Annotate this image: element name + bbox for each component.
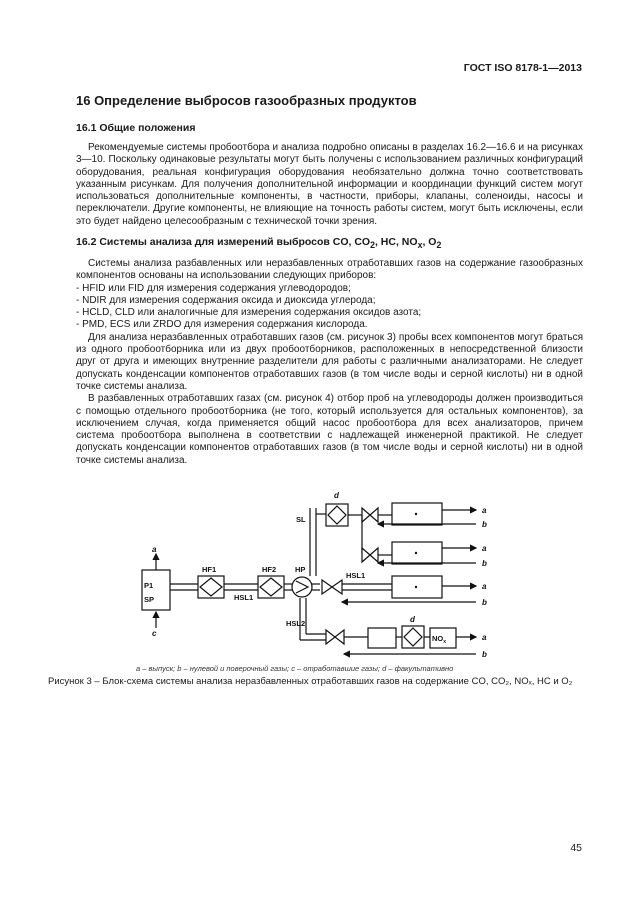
zero-gas-label: b [482, 650, 487, 659]
outlet-label: a [482, 633, 487, 642]
hsl1-label-right: HSL1 [346, 571, 366, 580]
hf1-box [198, 576, 224, 598]
optional-filter-box [326, 504, 348, 526]
probe-box [142, 570, 170, 610]
exhaust-label-c: c [152, 629, 157, 638]
list-item: - HCLD, CLD или аналогичные для измерения содержания оксидов азота; [76, 307, 422, 319]
valve-2 [362, 548, 378, 562]
outlet-label: a [482, 582, 487, 591]
block-diagram [130, 480, 510, 664]
p1-label: P1 [144, 581, 154, 590]
zero-gas-label: b [482, 598, 487, 607]
valve-1 [362, 508, 378, 522]
subsection-title-16-2: 16.2 Системы анализа для измерений выбросов CO, $CO_2$, HC, $NO_x$, $O_2$ [76, 236, 442, 251]
hsl2-label: HSL2 [286, 619, 306, 628]
nox-label: $NO_x$ [432, 634, 447, 645]
valve-3 [322, 580, 342, 594]
analysis-intro: Системы анализа разбавленных или неразбавленных отработавших газов на содержание газообразных компонентов основаны на использовании следующих приборов: [76, 258, 583, 282]
undiluted-paragraph: Для анализа неразбавленных отработавших газов (см. рисунок 3) пробы всех компонентов могут браться из одного пробоотборника или из двух пробоотборников, расположенных в непосредственной близости друг от друга и имеющих внутренние разделители для работы с различными анализаторами. Не следует допускать конденсации компонентов отработавших газов (в том числе воды и серной кислоты) ни в одной точке системы анализа. [76, 331, 583, 392]
hsl1-label-left: HSL1 [234, 593, 254, 602]
optional-label-bottom: d [410, 615, 415, 624]
list-item: - NDIR для измерения содержания оксида и диоксида углерода; [76, 294, 376, 306]
hf2-label: HF2 [262, 565, 277, 574]
figure-legend: a – выпуск; b – нулевой и поверочный газы; c – отработавшие газы; d – факультативно [136, 664, 454, 673]
general-provisions-text [76, 142, 583, 228]
outlet-label: a [482, 506, 487, 515]
optional-label-top: d [334, 491, 339, 500]
hp-label: HP [295, 565, 306, 574]
standard-header: ГОСТ ISO 8178-1—2013 [463, 62, 582, 74]
figure-caption: Рисунок 3 – Блок-схема системы анализа неразбавленных отработавших газов на содержание CO, CO₂, NOₓ, HC и O₂ [48, 676, 573, 687]
sp-label: SP [144, 595, 155, 604]
list-item: - PMD, ECS или ZRDO для измерения содержания кислорода. [76, 319, 368, 331]
hf1-label: HF1 [202, 565, 217, 574]
diluted-paragraph: В разбавленных отработавших газах (см. рисунок 4) отбор проб на углеводороды должен производиться с помощью отдельного пробоотборника (не того, который используется для остальных компонентов), за исключением случая, когда применяется общий насос пробоотбора для всех анализаторов, причем система пробоотбора выполнена в соответствии с надлежащей инженерной практикой. Не следует допускать конденсации компонентов отработавших газов (в том числе воды и серной кислоты) ни в одной точке системы анализа. [76, 393, 583, 466]
hf2-box [258, 576, 284, 598]
zero-gas-label: b [482, 520, 487, 529]
outlet-label: a [482, 544, 487, 553]
general-provisions-paragraph: Рекомендуемые системы пробоотбора и анализа подробно описаны в разделах 16.2—16.6 и на рисунках 3—10. Поскольку одинаковые результаты могут быть получены с использованием различных конфигураций оборудования, реальная конфигурация оборудования необязательно должна точно соответствовать указанным рисункам. Для получения дополнительной информации и координации функций систем могут использоваться дополнительные компоненты, в частности, приборы, клапаны, соленоиды, насосы и переключатели. Другие компоненты, не влияющие на точность работы систем, могут быть исключены, если это будет найдено целесообразным с технической точки зрения. [76, 142, 583, 227]
page-number: 45 [570, 842, 582, 854]
nox-converter-box [368, 628, 396, 648]
subsection-title-16-1: 16.1 Общие положения [76, 122, 196, 134]
list-item: - HFID или FID для измерения содержания углеводородов; [76, 282, 351, 294]
sl-label: SL [296, 515, 306, 524]
valve-4 [326, 630, 344, 644]
exhaust-label-a: a [152, 545, 157, 554]
optional-filter-box-2 [402, 626, 424, 648]
section-title: 16 Определение выбросов газообразных продуктов [76, 93, 417, 108]
analysis-systems-text [76, 258, 583, 467]
zero-gas-label: b [482, 559, 487, 568]
